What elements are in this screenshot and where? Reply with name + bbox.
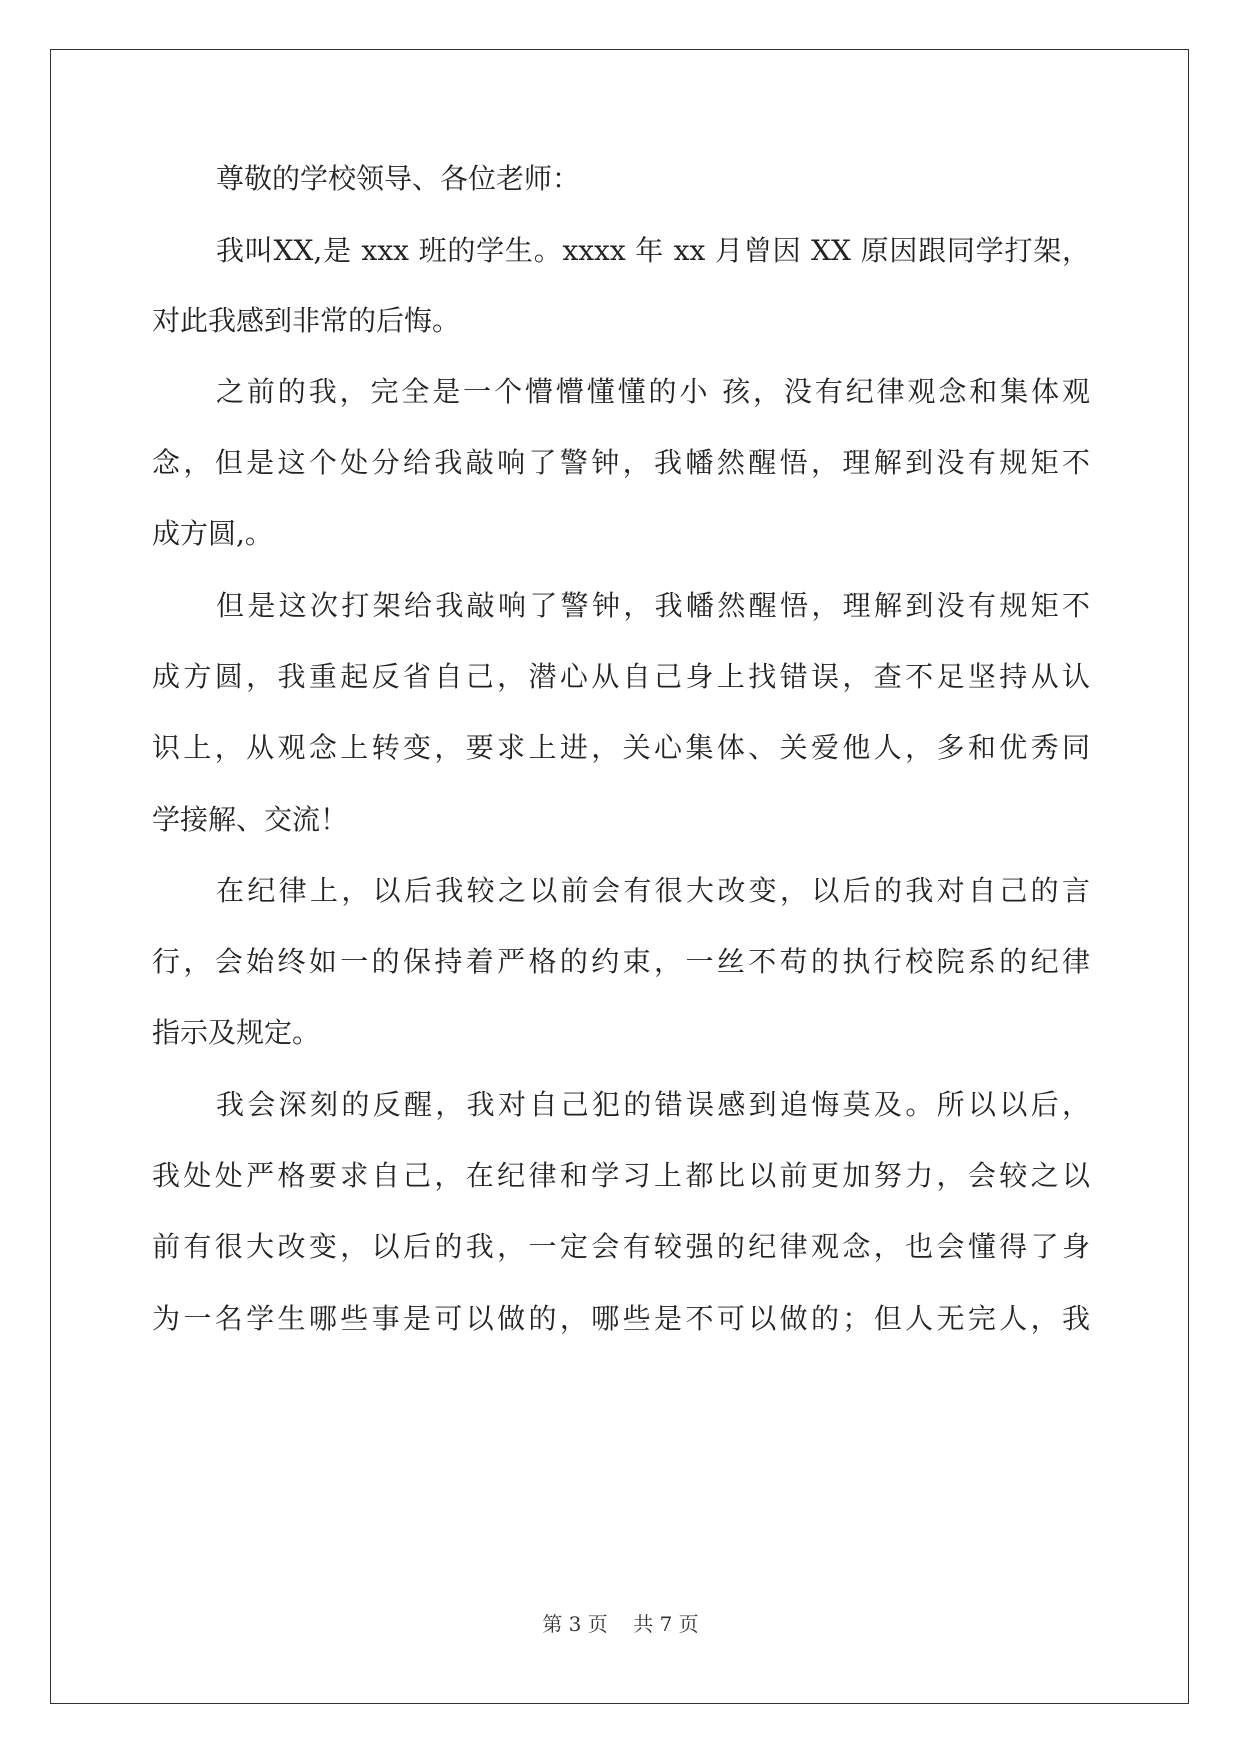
page-total: 共 7 页 [633,1612,699,1636]
text-line: 指示及规定。 [152,1016,321,1049]
text-line: 我叫XX,是 xxx 班的学生。xxxx 年 xx 月曾因 XX 原因跟同学打架， [216,234,1090,267]
salutation-line: 尊敬的学校领导、各位老师： [216,162,581,195]
text-line: 对此我感到非常的后悔。 [152,304,461,337]
text-line: 之前的我，完全是一个懵懵懂懂的小 孩，没有纪律观念和集体观 [216,375,1090,408]
text-line: 在纪律上，以后我较之以前会有很大改变，以后的我对自己的言 [216,874,1090,907]
text-line: 学接解、交流！ [152,803,349,836]
text-line: 但是这次打架给我敲响了警钟，我幡然醒悟，理解到没有规矩不 [216,589,1090,622]
text-line: 行，会始终如一的保持着严格的约束，一丝不苟的执行校院系的纪律 [152,945,1090,978]
footer-gap [608,1612,633,1636]
text-line: 识上，从观念上转变，要求上进，关心集体、关爱他人，多和优秀同 [152,731,1090,764]
text-line: 为一名学生哪些事是可以做的，哪些是不可以做的；但人无完人，我 [152,1302,1090,1335]
page-number: 第 3 页 [542,1612,608,1636]
text-line: 成方圆，我重起反省自己，潜心从自己身上找错误，查不足坚持从认 [152,660,1090,693]
text-line: 前有很大改变，以后的我，一定会有较强的纪律观念，也会懂得了身 [152,1230,1090,1263]
text-line: 成方圆,。 [152,517,273,550]
text-line: 念，但是这个处分给我敲响了警钟，我幡然醒悟，理解到没有规矩不 [152,446,1090,479]
text-line: 我会深刻的反醒，我对自己犯的错误感到追悔莫及。所以以后， [216,1088,1090,1121]
text-line: 我处处严格要求自己，在纪律和学习上都比以前更加努力，会较之以 [152,1159,1090,1192]
page-footer [0,1610,1241,1638]
